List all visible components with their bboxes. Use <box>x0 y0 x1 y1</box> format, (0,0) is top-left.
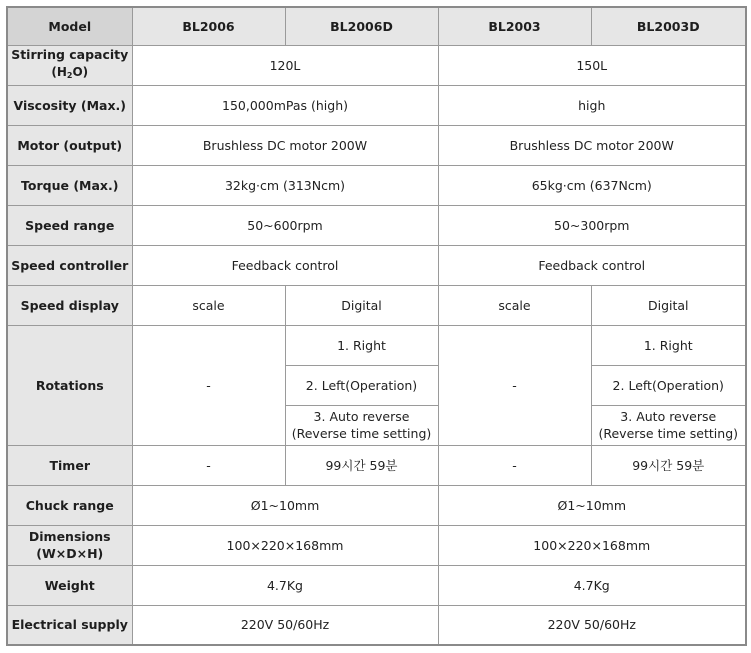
label-dimensions <box>7 525 132 565</box>
value-speed-display-bl2006d: Digital <box>285 285 438 325</box>
label-stirring-capacity-line1: Stirring capacity <box>11 47 129 62</box>
value-speed-display-bl2006: scale <box>132 285 285 325</box>
value-stirring-capacity-bl2003: 150L <box>438 45 746 85</box>
row-viscosity <box>7 85 746 125</box>
value-rotations-bl2003d-item2: 2. Left(Operation) <box>591 365 746 405</box>
value-speed-controller-bl2006: Feedback control <box>132 245 438 285</box>
value-timer-bl2006: - <box>132 445 285 485</box>
header-model-bl2003d: BL2003D <box>591 7 746 45</box>
row-stirring-capacity <box>7 45 746 85</box>
value-electrical-supply-bl2003: 220V 50/60Hz <box>438 605 746 645</box>
spec-table <box>6 6 747 646</box>
value-viscosity-bl2003: high <box>438 85 746 125</box>
label-motor: Motor (output) <box>7 125 132 165</box>
value-electrical-supply-bl2006: 220V 50/60Hz <box>132 605 438 645</box>
label-stirring-capacity-line2: $(H_2O)$ <box>51 65 89 80</box>
label-chuck-range: Chuck range <box>7 485 132 525</box>
value-rotations-bl2006d-item1: 1. Right <box>285 325 438 365</box>
header-model-bl2006: BL2006 <box>132 7 285 45</box>
row-rotations-1 <box>7 325 746 365</box>
value-motor-bl2006: Brushless DC motor 200W <box>132 125 438 165</box>
rotation-item3-line2: (Reverse time setting) <box>291 426 432 441</box>
row-speed-range <box>7 205 746 245</box>
value-chuck-range-bl2006: Ø1~10mm <box>132 485 438 525</box>
row-chuck-range <box>7 485 746 525</box>
value-chuck-range-bl2003: Ø1~10mm <box>438 485 746 525</box>
header-row <box>7 7 746 45</box>
label-timer: Timer <box>7 445 132 485</box>
value-dimensions-bl2006: 100×220×168mm <box>132 525 438 565</box>
header-model-label: Model <box>7 7 132 45</box>
value-timer-bl2003: - <box>438 445 591 485</box>
label-rotations: Rotations <box>7 325 132 445</box>
value-rotations-bl2006d-item3 <box>285 405 438 445</box>
value-timer-bl2006d: 99시간 59분 <box>285 445 438 485</box>
value-speed-range-bl2003: 50~300rpm <box>438 205 746 245</box>
label-torque: Torque (Max.) <box>7 165 132 205</box>
row-speed-controller <box>7 245 746 285</box>
rotation-item3-line2: (Reverse time setting) <box>598 426 739 441</box>
value-speed-range-bl2006: 50~600rpm <box>132 205 438 245</box>
value-rotations-bl2003d-item3 <box>591 405 746 445</box>
label-stirring-capacity <box>7 45 132 85</box>
label-speed-range: Speed range <box>7 205 132 245</box>
row-dimensions <box>7 525 746 565</box>
value-rotations-bl2003d-item1: 1. Right <box>591 325 746 365</box>
label-speed-controller: Speed controller <box>7 245 132 285</box>
rotation-item3-line1: 3. Auto reverse <box>620 409 717 424</box>
row-torque <box>7 165 746 205</box>
label-electrical-supply: Electrical supply <box>7 605 132 645</box>
value-timer-bl2003d: 99시간 59분 <box>591 445 746 485</box>
value-speed-controller-bl2003: Feedback control <box>438 245 746 285</box>
label-dimensions-line1: Dimensions <box>28 529 111 544</box>
row-motor <box>7 125 746 165</box>
value-rotations-bl2006d-item2: 2. Left(Operation) <box>285 365 438 405</box>
value-rotations-bl2006: - <box>132 325 285 445</box>
label-weight: Weight <box>7 565 132 605</box>
value-motor-bl2003: Brushless DC motor 200W <box>438 125 746 165</box>
value-speed-display-bl2003: scale <box>438 285 591 325</box>
value-speed-display-bl2003d: Digital <box>591 285 746 325</box>
value-weight-bl2003: 4.7Kg <box>438 565 746 605</box>
value-torque-bl2003: 65kg·cm (637Ncm) <box>438 165 746 205</box>
value-torque-bl2006: 32kg·cm (313Ncm) <box>132 165 438 205</box>
row-speed-display <box>7 285 746 325</box>
value-viscosity-bl2006: 150,000mPas (high) <box>132 85 438 125</box>
row-timer <box>7 445 746 485</box>
value-stirring-capacity-bl2006: 120L <box>132 45 438 85</box>
label-speed-display: Speed display <box>7 285 132 325</box>
label-dimensions-line2: (W×D×H) <box>36 546 104 561</box>
header-model-bl2003: BL2003 <box>438 7 591 45</box>
label-viscosity: Viscosity (Max.) <box>7 85 132 125</box>
header-model-bl2006d: BL2006D <box>285 7 438 45</box>
value-weight-bl2006: 4.7Kg <box>132 565 438 605</box>
value-rotations-bl2003: - <box>438 325 591 445</box>
rotation-item3-line1: 3. Auto reverse <box>313 409 410 424</box>
value-dimensions-bl2003: 100×220×168mm <box>438 525 746 565</box>
row-electrical-supply <box>7 605 746 645</box>
row-weight <box>7 565 746 605</box>
